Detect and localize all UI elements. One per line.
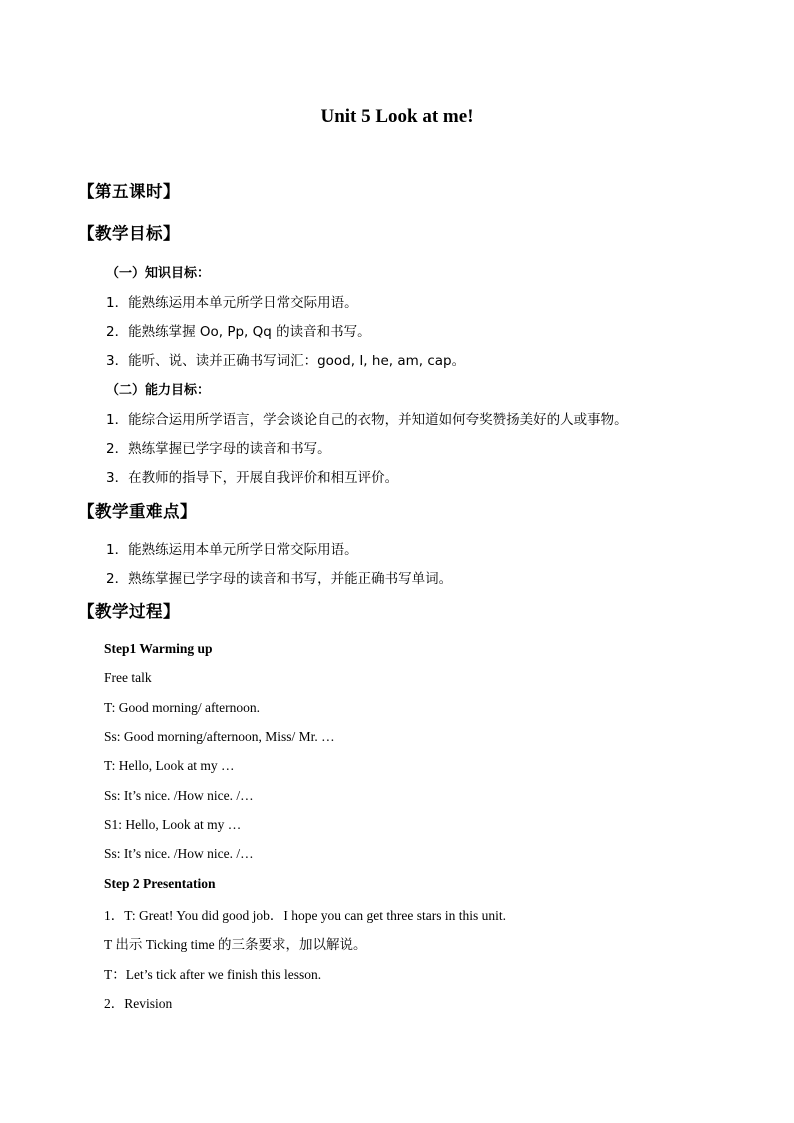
ability-item: 2．熟练掌握已学字母的读音和书写。 — [106, 441, 331, 457]
ability-item: 3．在教师的指导下，开展自我评价和相互评价。 — [106, 470, 399, 486]
step2-line: 2．Revision — [104, 996, 173, 1011]
key-point-item: 2．熟练掌握已学字母的读音和书写，并能正确书写单词。 — [106, 571, 453, 587]
knowledge-item: 3．能听、说、读并正确书写词汇：good, I, he, am, cap。 — [106, 353, 466, 369]
page-title: Unit 5 Look at me! — [320, 106, 474, 127]
process-heading: 【教学过程】 — [78, 602, 180, 621]
step2-title: Step 2 Presentation — [104, 876, 216, 891]
knowledge-item: 1．能熟练运用本单元所学日常交际用语。 — [106, 295, 358, 311]
step1-line: T: Good morning/ afternoon. — [104, 700, 261, 715]
step1-line: Ss: It’s nice. /How nice. /… — [104, 846, 254, 861]
objectives-heading: 【教学目标】 — [78, 224, 180, 243]
key-points-heading: 【教学重难点】 — [78, 502, 197, 521]
step1-line: Ss: Good morning/afternoon, Miss/ Mr. … — [104, 729, 335, 744]
lesson-heading: 【第五课时】 — [78, 182, 180, 201]
step1-line: T: Hello, Look at my … — [104, 758, 235, 773]
knowledge-item: 2．能熟练掌握 Oo, Pp, Qq 的读音和书写。 — [106, 324, 371, 340]
step1-line: Free talk — [104, 670, 152, 685]
ability-objectives-title: （二）能力目标： — [106, 383, 211, 398]
step2-line: 1．T: Great! You did good job．I hope you can get three stars in this unit. — [104, 908, 507, 923]
step2-line: T：Let’s tick after we finish this lesson. — [104, 967, 322, 982]
key-point-item: 1．能熟练运用本单元所学日常交际用语。 — [106, 542, 358, 558]
step1-line: Ss: It’s nice. /How nice. /… — [104, 788, 254, 803]
step1-title: Step1 Warming up — [104, 641, 213, 656]
step1-line: S1: Hello, Look at my … — [104, 817, 242, 832]
ability-item: 1．能综合运用所学语言，学会谈论自己的衣物，并知道如何夸奖赞扬美好的人或事物。 — [106, 412, 628, 428]
knowledge-objectives-title: （一）知识目标： — [106, 266, 211, 281]
step2-line: T 出示 Ticking time 的三条要求，加以解说。 — [104, 937, 367, 952]
